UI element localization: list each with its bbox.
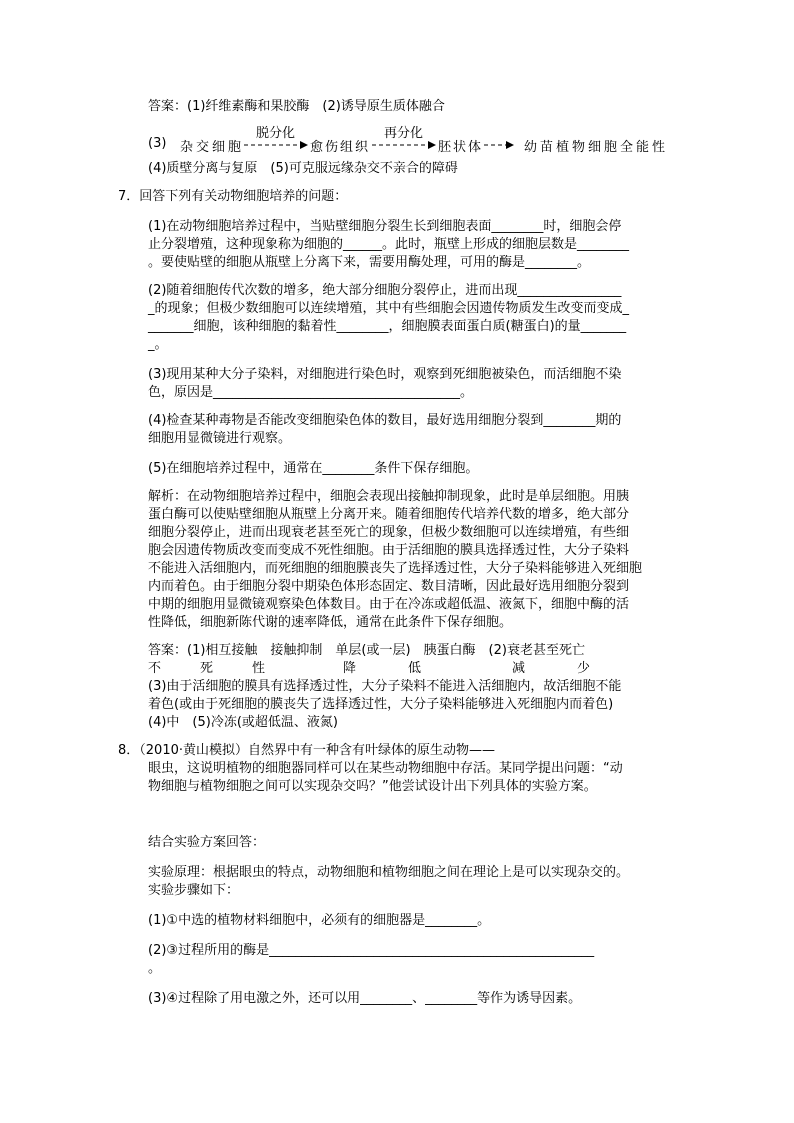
arrow-head-3	[506, 141, 514, 149]
q7-p2-line: (2)随着细胞传代次数的增多，绝大部分细胞分裂停止，进而出现________________	[148, 283, 622, 298]
q7-answer-line: (3)由于活细胞的膜具有选择透过性，大分子染料不能进入活细胞内，故活细胞不能	[148, 679, 622, 694]
q7-p5-line: (5)在细胞培养过程中，通常在________条件下保存细胞。	[148, 461, 479, 476]
flow-node-embryoid: 胚状体	[438, 140, 484, 155]
differentiation-flow	[148, 128, 678, 162]
q7-p4-line: (4)检查某种毒物是否能改变细胞染色体的数目，最好选用细胞分裂到________期的	[148, 413, 622, 428]
q7-p4-line: 细胞用显微镜进行观察。	[148, 431, 292, 446]
q7-analysis-line: 内而着色。由于细胞分裂中期染色体形态固定、数目清晰，因此最好选用细胞分裂到	[148, 579, 630, 594]
q7-analysis-line: 性降低，细胞新陈代谢的速率降低，通常在此条件下保存细胞。	[148, 615, 513, 630]
q7-analysis-line: 蛋白酶可以使贴壁细胞从瓶壁上分离开来。随着细胞传代培养代数的增多，绝大部分	[148, 507, 630, 522]
q8-principle-line: 实验步骤如下：	[148, 883, 240, 898]
q7-analysis-line: 不能进入活细胞内，而死细胞的细胞膜丧失了选择透过性，大分子染料能够进入死细胞	[148, 561, 643, 576]
question-8-stem-line: 物细胞与植物细胞之间可以实现杂交吗？”他尝试设计出下列具体的实验方案。	[148, 779, 597, 794]
q7-p1-line: (1)在动物细胞培养过程中，当贴壁细胞分裂生长到细胞表面________时，细胞会停	[148, 219, 622, 234]
arrow-head-1	[300, 141, 308, 149]
q7-analysis-line: 中期的细胞用显微镜观察染色体数目。由于在冷冻或超低温、液氮下，细胞中酶的活	[148, 597, 630, 612]
answer-line-1: 答案：(1)纤维素酶和果胶酶 (2)诱导原生质体融合	[148, 99, 445, 114]
question-8-stem-line: 眼虫，这说明植物的细胞器同样可以在某些动物细胞中存活。某同学提出问题：“动	[148, 761, 623, 776]
q8-principle-line: 实验原理：根据眼虫的特点，动物细胞和植物细胞之间在理论上是可以实现杂交的。	[148, 865, 630, 880]
q7-p3-line: (3)现用某种大分子染料，对细胞进行染色时，观察到死细胞被染色，而活细胞不染	[148, 367, 622, 382]
q7-p1-line: 止分裂增殖，这种现象称为细胞的______。此时，瓶壁上形成的细胞层数是________	[148, 237, 630, 252]
q7-p2-line: _的现象；但极少数细胞可以连续增殖，其中有些细胞会因遗传物质发生改变而变成_	[148, 301, 630, 316]
q7-answer-line: (4)中 (5)冷冻(或超低温、液氮)	[148, 715, 338, 730]
q8-step-2-line: (2)③过程所用的酶是__________________________________________________	[148, 943, 595, 958]
q7-p1-line: 。要使贴壁的细胞从瓶壁上分离下来，需要用酶处理，可用的酶是________。	[148, 255, 591, 270]
q8-step-2-line: 。	[148, 961, 162, 976]
q7-p2-line: _______细胞，该种细胞的黏着性________，细胞膜表面蛋白质(糖蛋白)的量_______	[148, 319, 627, 334]
flow-number: (3)	[148, 136, 167, 151]
q7-p2-line: _。	[148, 337, 168, 352]
q7-answer-line: 着色(或由于死细胞的膜丧失了选择透过性，大分子染料能够进入死细胞内而着色)	[148, 697, 614, 712]
q7-analysis-line: 胞会因遗传物质改变而变成不死性细胞。由于活细胞的膜具选择透过性，大分子染料	[148, 543, 630, 558]
q8-intro: 结合实验方案回答：	[148, 835, 266, 850]
q7-answer-line: 不 死 性 降 低 减 少	[148, 661, 591, 676]
question-8-stem-line: 8．（2010·黄山模拟）自然界中有一种含有叶绿体的原生动物——	[118, 743, 495, 758]
q7-p3-line: 色，原因是______________________________________。	[148, 385, 474, 400]
answer-line-3: (4)质壁分离与复原 (5)可克服远缘杂交不亲合的障碍	[148, 161, 458, 176]
flow-label-redifferentiation: 再分化	[384, 126, 424, 141]
q7-answer-line: 答案：(1)相互接触 接触抑制 单层(或一层) 胰蛋白酶 (2)衰老甚至死亡	[148, 643, 585, 658]
q8-step-3: (3)④过程除了用电激之外，还可以用________、________等作为诱导因素。	[148, 991, 582, 1006]
flow-label-dedifferentiation: 脱分化	[256, 126, 296, 141]
flow-node-hybrid-cell: 杂交细胞	[180, 140, 245, 155]
q7-analysis-line: 细胞分裂停止，进而出现衰老甚至死亡的现象，但极少数细胞可以连续增殖，有些细	[148, 525, 630, 540]
flow-node-callus: 愈伤组织	[310, 140, 371, 155]
q7-analysis-line: 解析：在动物细胞培养过程中，细胞会表现出接触抑制现象，此时是单层细胞。用胰	[148, 489, 630, 504]
flow-node-seedling: 幼苗植物细胞全能性	[524, 140, 669, 155]
q8-step-1: (1)①中选的植物材料细胞中，必须有的细胞器是________。	[148, 913, 491, 928]
arrow-head-2	[428, 141, 436, 149]
question-7-title: 7．回答下列有关动物细胞培养的问题：	[118, 189, 348, 204]
